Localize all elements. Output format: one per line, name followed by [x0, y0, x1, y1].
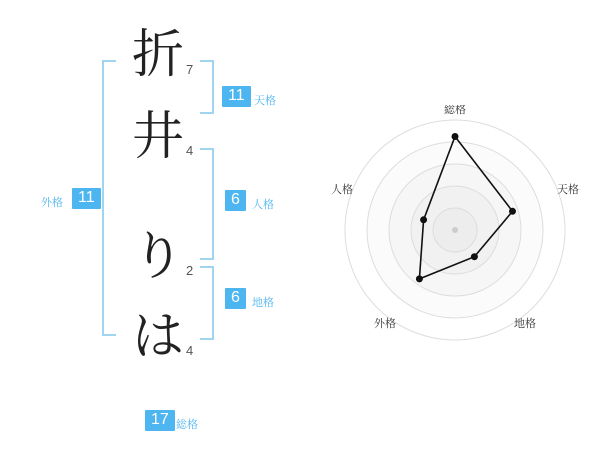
radar-axis-label-chikaku: 地格 — [514, 318, 536, 330]
badge-jinkaku-value: 6 — [225, 190, 246, 211]
name-character-4: は — [131, 309, 184, 366]
bracket-gaikaku — [102, 60, 116, 336]
radar-axis-label-soukaku: 総格 — [444, 105, 466, 116]
badge-chikaku-value: 6 — [225, 288, 246, 309]
badge-tenkaku-value: 11 — [222, 86, 251, 107]
name-character-3: り — [131, 229, 184, 286]
stroke-count-2: 4 — [186, 143, 194, 158]
bracket-chikaku — [200, 266, 214, 340]
radar-axis-label-gaikaku: 外格 — [374, 318, 396, 330]
radar-point — [509, 208, 516, 215]
badge-gaikaku-label: 外格 — [41, 197, 63, 209]
badge-soukaku-value: 17 — [145, 410, 175, 431]
radar-point — [416, 275, 423, 282]
badge-jinkaku-label: 人格 — [252, 199, 274, 211]
badge-chikaku-label: 地格 — [252, 297, 274, 309]
radar-center-dot — [452, 227, 458, 233]
name-character-2: 井 — [131, 109, 184, 166]
stroke-count-4: 4 — [186, 343, 194, 358]
radar-point — [471, 253, 478, 260]
badge-tenkaku-label: 天格 — [254, 95, 276, 107]
badge-soukaku-label: 総格 — [176, 419, 198, 431]
stroke-count-3: 2 — [186, 263, 194, 278]
radar-axis-label-tenkaku: 天格 — [557, 184, 579, 196]
radar-chart — [320, 105, 590, 355]
stroke-count-1: 7 — [186, 62, 194, 77]
radar-point — [420, 216, 427, 223]
radar-axis-label-jinkaku: 人格 — [331, 184, 353, 196]
radar-chart-panel — [310, 0, 600, 470]
name-character-1: 折 — [131, 27, 184, 84]
bracket-tenkaku — [200, 60, 214, 114]
badge-gaikaku-value: 11 — [72, 188, 101, 209]
radar-point — [452, 133, 459, 140]
bracket-jinkaku — [200, 148, 214, 260]
